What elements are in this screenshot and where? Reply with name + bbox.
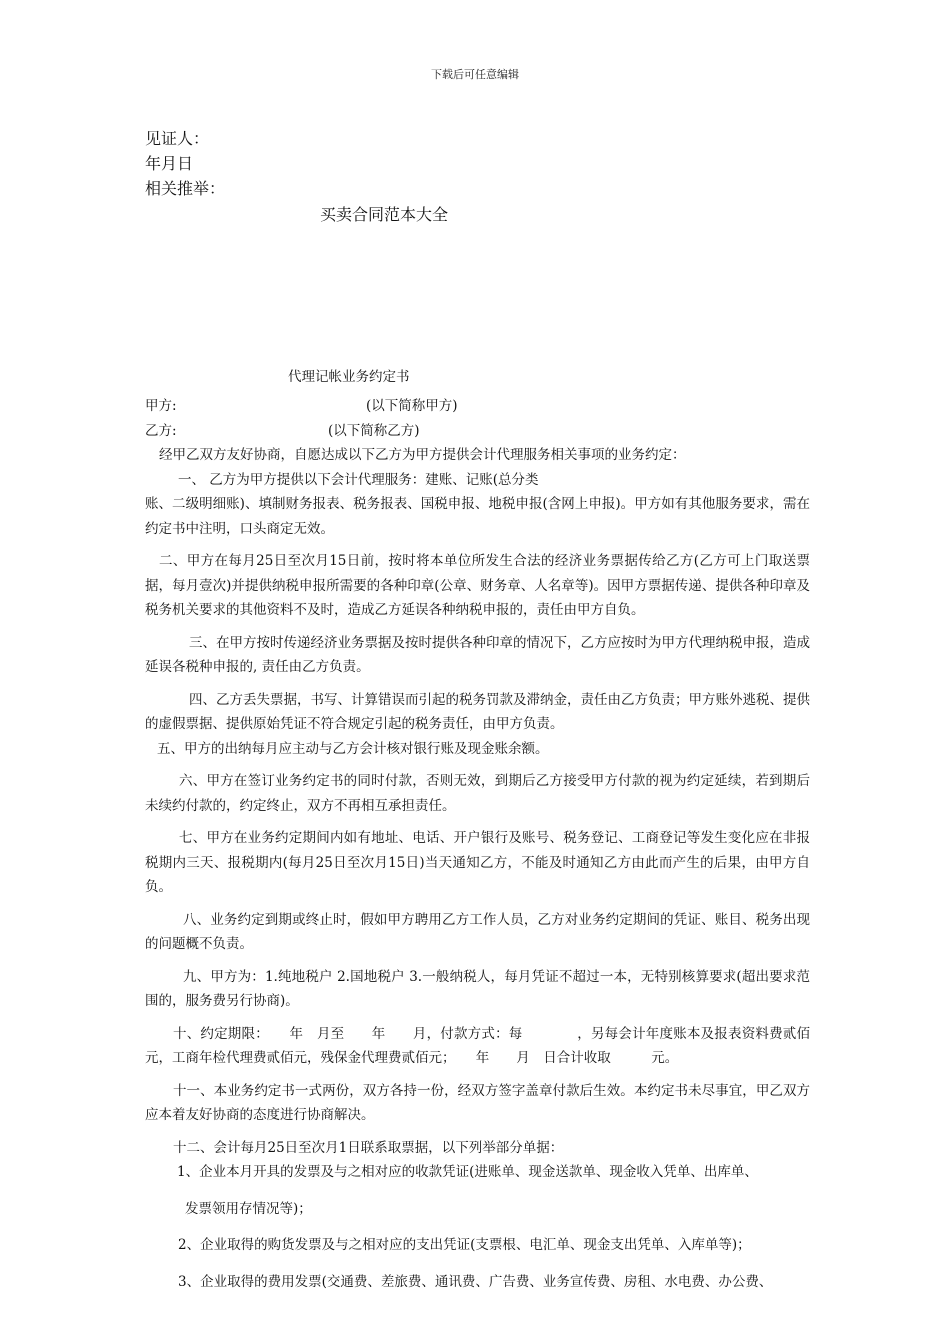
item-1-line-2: 发票领用存情况等)； — [185, 1200, 312, 1217]
date-line: 年月日 — [145, 154, 194, 173]
clause-7: 七、甲方在业务约定期间内如有地址、电话、开户银行及账号、税务登记、工商登记等发生变化应在非报税期内三天、报税期内(每月25日至次月15日)当天通知乙方，不能及时通知乙方由此而产生的后果，由甲方自负。 — [145, 830, 810, 895]
clause-3: 三、在甲方按时传递经济业务票据及按时提供各种印章的情况下，乙方应按时为甲方代理纳税申报，造成延误各税种申报的, 责任由乙方负责。 — [145, 634, 810, 675]
page-header: 下载后可任意编辑 — [431, 68, 519, 81]
party-b-note: (以下简称乙方) — [328, 422, 420, 439]
document-title: 买卖合同范本大全 — [320, 205, 449, 224]
clause-5: 五、甲方的出纳每月应主动与乙方会计核对银行账及现金账余额。 — [157, 740, 549, 757]
clause-12: 十二、会计每月25日至次月1日联系取票据，以下列举部分单据： — [173, 1139, 564, 1156]
party-a-note: (以下简称甲方) — [366, 398, 458, 414]
related-line: 相关推举： — [145, 179, 226, 198]
clause-4: 四、乙方丢失票据，书写、计算错误而引起的税务罚款及滞纳金，责任由乙方负责；甲方账外逃税、提供的虚假票据、提供原始凭证不符合规定引起的税务责任，由甲方负责。 — [145, 691, 810, 732]
clause-9: 九、甲方为：1.纯地税户 2.国地税户 3.一般纳税人，每月凭证不超过一本，无特别核算要求(超出要求范围的，服务费另行协商)。 — [145, 968, 810, 1009]
clause-1-line-2: 账、二级明细账)、填制财务报表、税务报表、国税申报、地税申报(含网上申报)。甲方如有其他服务要求，需在约定书中注明，口头商定无效。 — [145, 496, 810, 537]
agreement-title: 代理记帐业务约定书 — [288, 369, 410, 385]
clause-6: 六、甲方在签订业务约定书的同时付款，否则无效，到期后乙方接受甲方付款的视为约定延续，若到期后未续约付款的，约定终止，双方不再相互承担责任。 — [145, 773, 810, 814]
clause-1-line-1: 一、 乙方为甲方提供以下会计代理服务：建账、记账(总分类 — [178, 471, 539, 488]
witness-line: 见证人： — [145, 129, 210, 148]
item-2: 2、企业取得的购货发票及与之相对应的支出凭证(支票根、电汇单、现金支出凭单、入库单等)； — [178, 1237, 751, 1253]
clause-8: 八、业务约定到期或终止时，假如甲方聘用乙方工作人员，乙方对业务约定期间的凭证、账目、税务出现的问题概不负责。 — [145, 911, 810, 952]
item-3-line-1: 3、企业取得的费用发票(交通费、差旅费、通讯费、广告费、业务宣传费、房租、水电费、办公费、 — [178, 1273, 773, 1290]
party-b-line — [145, 419, 810, 444]
intro-paragraph: 经甲乙双方友好协商，自愿达成以下乙方为甲方提供会计代理服务相关事项的业务约定： — [159, 447, 686, 463]
clause-2: 二、甲方在每月25日至次月15日前，按时将本单位所发生合法的经济业务票据传给乙方(乙方可上门取送票据，每月壹次)并提供纳税申报所需要的各种印章(公章、财务章、人名章等)。因甲方票据传递、提供各种印章及税务机关要求的其他资料不及时，造成乙方延误各种纳税申报的，责任由甲方自负。 — [145, 553, 810, 618]
top-lines — [145, 126, 225, 201]
clause-11: 十一、本业务约定书一式两份，双方各持一份，经双方签字盖章付款后生效。本约定书未尽事宜，甲乙双方应本着友好协商的态度进行协商解决。 — [145, 1082, 810, 1123]
clause-10: 十、约定期限： 年 月至 年 月，付款方式：每 ，另每会计年度账本及报表资料费贰佰元，工商年检代理费贰佰元，残保金代理费贰佰元； 年 月 日合计收取 元。 — [145, 1025, 810, 1066]
agreement-body — [145, 394, 810, 1294]
party-a-label: 甲方: — [145, 398, 177, 414]
party-b-label: 乙方: — [145, 422, 177, 439]
party-a-line — [145, 394, 810, 419]
item-1-line-1: 1、企业本月开具的发票及与之相对应的收款凭证(进账单、现金送款单、现金收入凭单、出库单、 — [177, 1164, 758, 1180]
